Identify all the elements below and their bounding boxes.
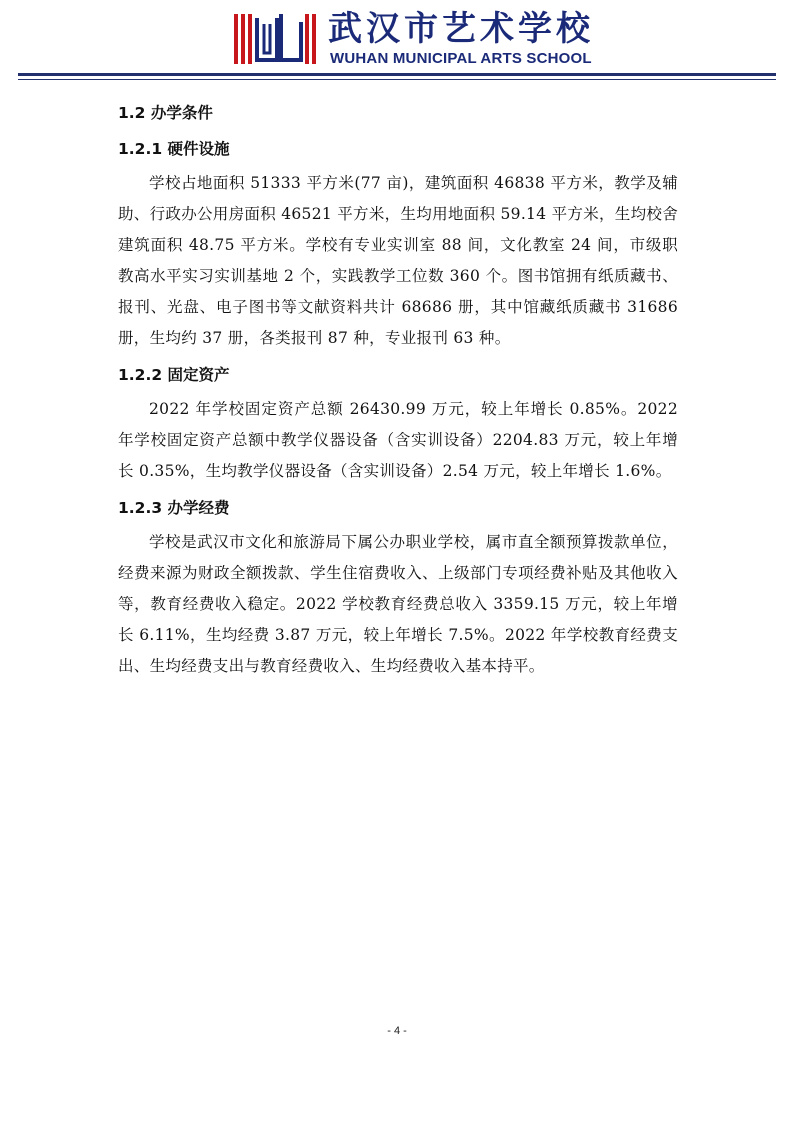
subsection-title: 1.2.1 硬件设施: [118, 140, 230, 158]
subsection-title: 1.2.3 办学经费: [118, 499, 230, 517]
subsection-title: 1.2.2 固定资产: [118, 366, 230, 384]
paragraph: 2022 年学校固定资产总额 26430.99 万元，较上年增长 0.85%。2022 年学校固定资产总额中教学仪器设备（含实训设备）2204.83 万元，较上年增长 0.35%，生均教学仪器设备（含实训设备）2.54 万元，较上年增长 1.6%。: [118, 400, 678, 480]
section-title: 1.2 办学条件: [118, 104, 213, 122]
school-logo-icon: [232, 10, 320, 68]
paragraph: 学校占地面积 51333 平方米(77 亩)，建筑面积 46838 平方米，教学及辅助、行政办公用房面积 46521 平方米，生均用地面积 59.14 平方米，生均校舍建筑面积 48.75 平方米。学校有专业实训室 88 间，文化教室 24 间，市级职教高水平实习实训基地 2 个，实践教学工位数 360 个。图书馆拥有纸质藏书、报刊、光盘、电子图书等文献资料共计 68686 册，其中馆藏纸质藏书 31686 册，生均约 37 册，各类报刊 87 种，专业报刊 63 种。: [118, 174, 678, 347]
paragraph: 学校是武汉市文化和旅游局下属公办职业学校，属市直全额预算拨款单位，经费来源为财政全额拨款、学生住宿费收入、上级部门专项经费补贴及其他收入等，教育经费收入稳定。2022 学校教育经费总收入 3359.15 万元，较上年增长 6.11%，生均经费 3.87 万元，较上年增长 7.5%。2022 年学校教育经费支出、生均经费支出与教育经费收入、生均经费收入基本持平。: [118, 533, 678, 675]
header-rule-thin: [18, 79, 776, 80]
header-rule-thick: [18, 73, 776, 76]
school-name-cn: 武汉市艺术学校: [328, 9, 594, 49]
page-header: [0, 0, 794, 90]
document-body: [118, 100, 678, 682]
page-number: - 4 -: [387, 1025, 407, 1037]
school-name-en: WUHAN MUNICIPAL ARTS SCHOOL: [330, 50, 592, 67]
